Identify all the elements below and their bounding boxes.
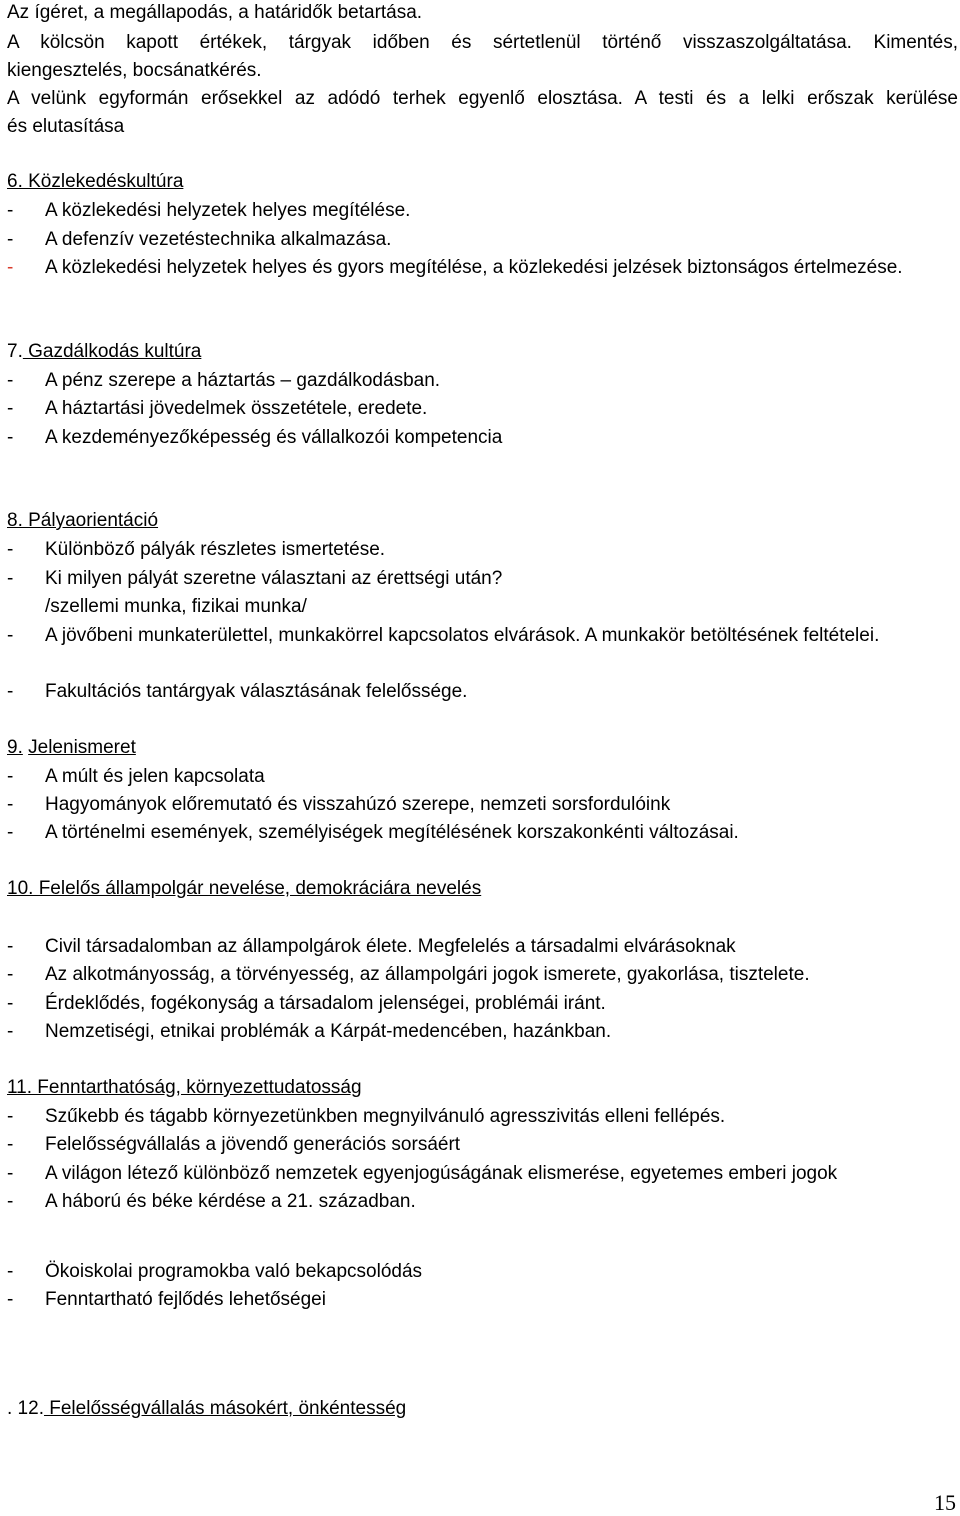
list-item-text: Különböző pályák részletes ismertetése. — [45, 539, 386, 560]
list-item-text: Civil társadalomban az állampolgárok élete. Megfelelés a társadalmi elvárásoknak — [45, 936, 736, 957]
bullet-dash: - — [7, 936, 14, 957]
list-item-text: A múlt és jelen kapcsolata — [45, 766, 265, 787]
bullet-dash: - — [7, 1021, 14, 1042]
bullet-dash: - — [7, 1261, 14, 1282]
bullet-dash: - — [7, 568, 14, 589]
list-item-text: A világon létező különböző nemzetek egyenjogúságának elismerése, egyetemes emberi jogok — [45, 1163, 838, 1184]
list-item-text: Fenntartható fejlődés lehetőségei — [45, 1289, 326, 1310]
section-7-title — [7, 341, 201, 363]
list-item — [7, 1018, 958, 1046]
bullet-dash: - — [7, 1163, 14, 1184]
bullet-dash: - — [7, 229, 14, 250]
bullet-dash: - — [7, 1134, 14, 1155]
list-item — [7, 933, 958, 961]
intro-line-3: kiengesztelés, bocsánatkérés. — [7, 60, 262, 81]
list-item — [7, 254, 958, 282]
list-item-text: Felelősségvállalás a jövendő generációs sorsáért — [45, 1134, 461, 1155]
list-item-text: A jövőbeni munkaterülettel, munkakörrel kapcsolatos elvárások. A munkakör betöltésének feltételei. — [45, 625, 880, 646]
page-number: 15 — [934, 1490, 956, 1515]
list-item-text: A háború és béke kérdése a 21. században. — [45, 1191, 416, 1212]
bullet-dash: - — [7, 398, 14, 419]
bullet-dash: - — [7, 200, 14, 221]
list-item-continuation: /szellemi munka, fizikai munka/ — [45, 596, 307, 617]
list-item-text: Hagyományok előremutató és visszahúzó szerepe, nemzeti sorsfordulóink — [45, 794, 671, 815]
bullet-dash: - — [7, 539, 14, 560]
list-item — [7, 395, 958, 423]
section-number: 7. — [7, 341, 23, 362]
list-item — [7, 536, 958, 564]
list-item — [7, 678, 958, 706]
section-title-text: Gazdálkodás kultúra — [22, 341, 202, 362]
list-item-text: A kezdeményezőképesség és vállalkozói kompetencia — [45, 427, 503, 448]
list-item — [7, 1103, 958, 1131]
list-item — [7, 791, 958, 819]
bullet-dash: - — [7, 766, 14, 787]
bullet-dash: - — [7, 1289, 14, 1310]
section-6-title: 6. Közlekedéskultúra — [7, 171, 184, 192]
section-12-title — [7, 1398, 406, 1420]
list-item-text: A történelmi események, személyiségek megítélésének korszakonkénti változásai. — [45, 822, 739, 843]
bullet-dash: - — [7, 1191, 14, 1212]
intro-line-2: A kölcsön kapott értékek, tárgyak időben és sértetlenül történő visszaszolgáltatása. Kimentés, — [7, 32, 958, 53]
list-item-text: Szűkebb és tágabb környezetünkben megnyilvánuló agresszivitás elleni fellépés. — [45, 1106, 726, 1127]
section-10-title: 10. Felelős állampolgár nevelése, demokráciára nevelés — [7, 878, 482, 899]
bullet-dash: - — [7, 257, 14, 278]
bullet-dash: - — [7, 1106, 14, 1127]
list-item — [7, 819, 958, 847]
list-item — [7, 961, 958, 989]
list-item — [7, 367, 958, 395]
list-item-text: Ki milyen pályát szeretne választani az érettségi után? — [45, 568, 503, 589]
bullet-dash: - — [7, 822, 14, 843]
list-item — [7, 622, 958, 650]
list-item — [7, 1160, 958, 1188]
list-item-text: A pénz szerepe a háztartás – gazdálkodásban. — [45, 370, 441, 391]
list-item-text: Ökoiskolai programokba való bekapcsolódás — [45, 1261, 423, 1282]
list-item-text: Érdeklődés, fogékonyság a társadalom jelenségei, problémái iránt. — [45, 993, 606, 1014]
section-number: 9. — [7, 737, 23, 758]
list-item — [7, 424, 958, 452]
list-item-text: Az alkotmányosság, a törvényesség, az állampolgári jogok ismerete, gyakorlása, tisztelete. — [45, 964, 810, 985]
section-11-title: 11. Fenntarthatóság, környezettudatosság — [7, 1077, 362, 1098]
intro-line-5: és elutasítása — [7, 116, 125, 137]
section-9-title — [7, 737, 136, 759]
list-item — [7, 1286, 958, 1314]
list-item-text: Fakultációs tantárgyak választásának felelőssége. — [45, 681, 468, 702]
list-item — [7, 1188, 958, 1216]
bullet-dash: - — [7, 681, 14, 702]
bullet-dash: - — [7, 625, 14, 646]
section-8-title: 8. Pályaorientáció — [7, 510, 159, 531]
intro-line-1: Az ígéret, a megállapodás, a határidők betartása. — [7, 2, 423, 23]
section-title-text: Felelősségvállalás másokért, önkéntesség — [43, 1398, 407, 1419]
intro-line-4: A velünk egyformán erősekkel az adódó terhek egyenlő elosztása. A testi és a lelki erőszak kerülése — [7, 88, 958, 109]
section-number: . 12. — [7, 1398, 44, 1419]
list-item — [7, 763, 958, 791]
list-item-text: A háztartási jövedelmek összetétele, eredete. — [45, 398, 428, 419]
section-title-text: Jelenismeret — [28, 737, 136, 758]
list-item-text: A közlekedési helyzetek helyes megítélése. — [45, 200, 411, 221]
bullet-dash: - — [7, 964, 14, 985]
list-item — [7, 197, 958, 225]
list-item — [7, 565, 958, 593]
list-item-text: A közlekedési helyzetek helyes és gyors megítélése, a közlekedési jelzések biztonságos értelmezése. — [45, 257, 903, 278]
bullet-dash: - — [7, 427, 14, 448]
list-item-text: Nemzetiségi, etnikai problémák a Kárpát-medencében, hazánkban. — [45, 1021, 612, 1042]
bullet-dash: - — [7, 794, 14, 815]
list-item — [7, 1258, 958, 1286]
bullet-dash: - — [7, 370, 14, 391]
list-item — [7, 226, 958, 254]
list-item — [7, 1131, 958, 1159]
bullet-dash: - — [7, 993, 14, 1014]
list-item — [7, 990, 958, 1018]
list-item-text: A defenzív vezetéstechnika alkalmazása. — [45, 229, 392, 250]
